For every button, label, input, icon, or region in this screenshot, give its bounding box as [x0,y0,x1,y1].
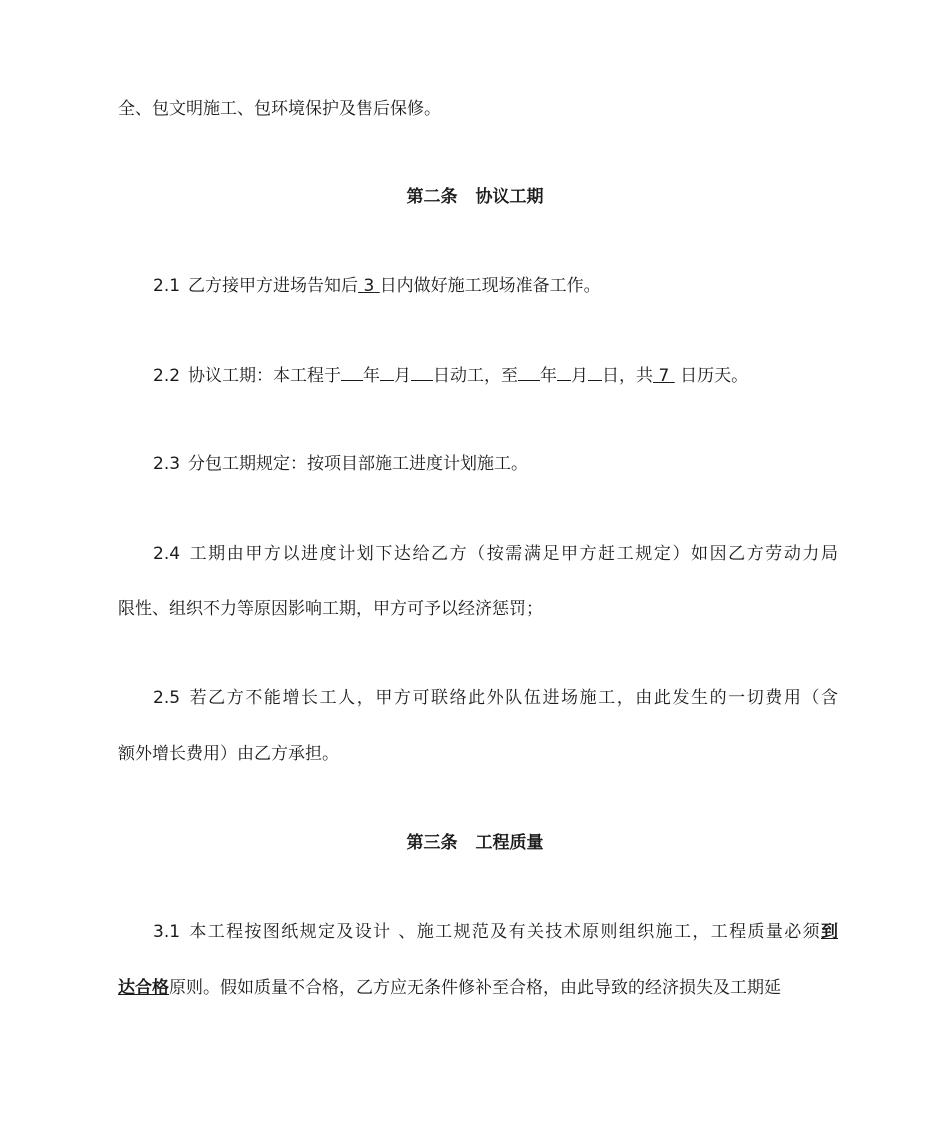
article-3-heading [0,831,950,855]
clause-text: 协议工期：本工程于 [188,366,342,386]
clause-text: 年 [363,366,381,386]
clause-text: 若乙方不能增长工人，甲方可联络此外队伍进场施工，由此发生的一切费用（含 [188,688,838,708]
clause-number: 2.5 [153,688,181,708]
prep-days-value: 3 [363,276,375,296]
article-2-heading [0,185,950,209]
clause-2-5-line-2: 额外增长费用）由乙方承担。 [118,744,339,764]
clause-text: 日动工，至 [433,366,519,386]
clause-3-1-line-2 [118,976,838,1000]
clause-text: 年 [540,366,558,386]
clause-text: 月 [394,366,412,386]
clause-number: 2.2 [153,366,181,386]
clause-text: 日，共 [602,366,654,386]
clause-2-1 [153,274,838,298]
clause-text: 工期由甲方以进度计划下达给乙方（按需满足甲方赶工规定）如因乙方劳动力局 [188,544,838,564]
clause-text: 本工程按图纸规定及设计 、施工规范及有关技术原则组织施工，工程质量必须 [188,922,821,942]
clause-text: 原则。假如质量不合格，乙方应无条件修补至合格，由此导致的经济损失及工期延 [169,978,781,998]
emphasis-text: 到 [821,922,838,942]
clause-3-1-line-1 [153,920,838,944]
article-2-number: 第二条 [406,187,458,207]
end-day-blank [588,364,602,381]
clause-text: 分包工期规定：按项目部施工进度计划施工。 [188,454,529,474]
start-day-blank [411,364,433,381]
clause-2-5-line-1 [153,686,838,710]
clause-2-3 [153,452,838,476]
clause-text: 日内做好施工现场准备工作。 [379,276,601,296]
clause-number: 2.4 [153,544,181,564]
clause-text: 乙方接甲方进场告知后 [188,276,359,296]
clause-number: 2.1 [153,276,181,296]
continuation-text: 全、包文明施工、包环境保护及售后保修。 [118,99,441,119]
start-month-blank [380,364,394,381]
article-3-title: 工程质量 [475,833,544,853]
article-3-number: 第三条 [406,833,458,853]
end-month-blank [557,364,571,381]
emphasis-text: 达合格 [118,978,169,998]
clause-text: 月 [571,366,589,386]
clause-number: 2.3 [153,454,181,474]
article-2-title: 协议工期 [475,187,544,207]
clause-text: 日历天。 [680,366,749,386]
clause-2-4-line-1 [153,542,838,566]
end-year-blank [518,364,540,381]
clause-number: 3.1 [153,922,181,942]
total-days-value: 7 [658,366,670,386]
clause-2-2 [153,364,838,388]
start-year-blank [341,364,363,381]
clause-2-4-line-2: 限性、组织不力等原因影响工期，甲方可予以经济惩罚； [118,599,543,619]
